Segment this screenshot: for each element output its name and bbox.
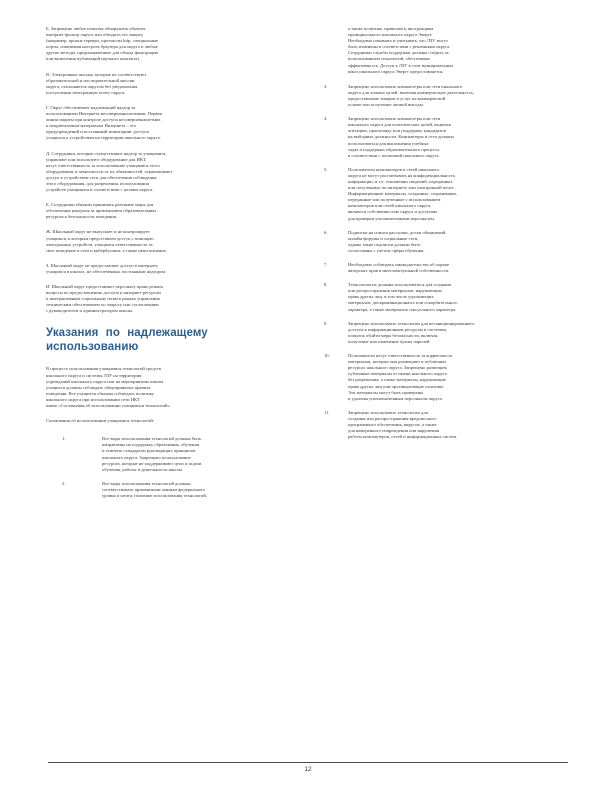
list-item-text: Запрещено использовать технологии для создания или распространения вредоносного программного обеспечения, вирусов, а также для намеренного повреждения или нарушения работы компьютеров, сетей и информационных систем.: [348, 409, 458, 440]
section-intro: В процессе использования учащимися технологий средств школьного округа и системы ЛЗУ на территории учреждений школьного округа или на мероприятиях школы учащиеся должны соблюдать общепринятые правила поведения. Все учащиеся обязаны соблюдать политику школьного округа при использовании сети ИКТ иначе «Соглашения об использовании учащимися технологий».: [46, 366, 171, 409]
left-column: [46, 26, 280, 507]
paragraph-z: З. Школьный округ не предоставляет доступ к интернету учащимся в школах, не обеспеченных постоянным надзором.: [46, 262, 167, 274]
list-item: [324, 410, 576, 440]
list-item: [324, 282, 576, 312]
footer-divider: [48, 762, 568, 763]
list-item-number: 6.: [324, 229, 328, 235]
list-item-number: 8.: [324, 282, 328, 288]
list-item-number: 9.: [324, 320, 328, 326]
list-item: [324, 353, 576, 402]
list-item-text: Запрещено использовать технологии для несанкционированного доступа к информационным ресурсам и системам, попыток обойти меры безопасности, включая получение или изменение чужих паролей.: [348, 320, 475, 344]
list-item-number: 7.: [324, 262, 328, 267]
paragraph-b: Б. Запрещено любое попытка обнаружить объекты интернет-фильтр округа или обходить его защиту (например, прокси-сервера, протоколы http, специальные порты, изменения настроек браузера для округа и любые другие методы, предназначенные для обхода фильтрации или включения публикаций научного контента).: [46, 26, 159, 62]
paragraph-v: В. Электронные письма, которые не соответствуют образовательной и последовательной миссии округа, отклоняются округом без уведомления поступления электронную почту округа.: [46, 71, 147, 95]
list-item: [324, 230, 576, 254]
list-item-number: 10.: [324, 353, 330, 359]
section-heading: Указания по надлежащему использованию: [46, 327, 208, 354]
list-item: [46, 436, 280, 473]
list-item-number: 4.: [324, 116, 328, 122]
list-item-text: Пользователи компьютеров и сетей школьного округа не могут рассчитывать на конфиденциальность информации, в т.ч. отношении сведений, переданных или полученных по интернету или электронной почте. Информационные материалы, созданные, сохраненные, переданные или полученные с использованием компьютеров или сетей школьного округа, являются собственностью округа и доступны для проверки уполномоченным персоналом.: [348, 166, 458, 221]
list-item-number: 2.: [62, 480, 66, 486]
paragraph-d: Д. Сотрудники, которые осуществляют надзор за учащимися, управляют или используют оборудование для ИКТ, несут ответственность за использование учащимися этого оборудования, в зависимости от их обязанностей, ограничивают доступ к устройствам сети для обеспечения соблюдения этого оборудования, для разрешения, использования устройств учащимися в соответствии с целями округа.: [46, 150, 173, 193]
list-item: [46, 481, 280, 499]
paragraph-zh: Ж. Школьный округ не выпускает и не контролирует учащимся, к которым предоставлен доступ с помощью электронных устройств, учащимся ответственность за свое поведение в сети и кибербуллинг, а также неисполнение.: [46, 229, 167, 253]
list-item: [324, 321, 576, 345]
list-item-text: Технологии не должны использоваться для создания или распространения материалов, нарушающих права других лиц, в том числе угрожающих материалов, дискриминационного или оскорбительного характера, а также материалов сексуального характера.: [348, 282, 458, 312]
list-item: [324, 262, 576, 274]
paragraph-e: Е. Сотрудники обязаны принимать разумные меры для обеспечения контроля за применением образовательных ресурсов к безопасности поведения.: [46, 202, 157, 220]
list-title: Соглашения об использовании учащимися технологий:: [46, 418, 155, 424]
list-item-number: 1.: [62, 436, 66, 442]
list-item-text: Все виды использования технологий должны соответствовать применимым законам федерального уровня и штата, политике использования технологий,: [102, 480, 208, 498]
list-item-text: Запрещено использовать компьютеры или сети школьного округа для личных целей, включая коммерческую деятельность, предоставление товаров и услуг на коммерческой основе или получение личной выгоды.: [348, 83, 475, 108]
paragraph-i: И. Школьный округ предоставляет персоналу право решать вопросы по предоставлению доступа к интернет-ресурсам и интерактивным социальным сетям в рамках управления техническим обеспечением по запросу или согласованию с руководителем и администратором школы.: [46, 284, 164, 314]
list-item-number: 5.: [324, 166, 328, 172]
list-item: [324, 84, 576, 108]
list-item-text: Запрещено использовать компьютеры или сети школьного округа для политических целей, включая агитацию, пропаганду или поддержку кандидатов на выборные должности. Компьютеры и сети должны использоваться для выполнения учебных задач и поддержки образовательного процесса в соответствии с политикой школьного округа.: [348, 116, 454, 158]
continued-paragraph: а также политике, правилам и инструкциям муниципального школьного округа Эвергт. Необходимо понимать и учитывать, что ЛЗУ могут быть изменены в соответствии с решениями округа. Сотрудники службы поддержки должны следить за использованием технологий, обеспечивая эффективность. Доступ к ЛЗУ в сети муниципальных школ школьного округа Эвергт предоставляется.: [348, 26, 454, 74]
list-item-text: Необходимо соблюдать законодательство об охране авторских прав и интеллектуальной собственности.: [348, 262, 450, 274]
page-number: 12: [304, 766, 312, 773]
list-item: [324, 167, 576, 222]
list-item-text: Подписки на списки рассылки, доски объявлений, онлайн-форумы и социальные сети, однако такие подписки должны быть согласованы с учетом сферы обучения.: [348, 229, 447, 253]
paragraph-g: Г. Округ обеспечивает надлежащий надзор за использованием Интернета несовершеннолетними. Первая линия защиты при контроле доступа несовершеннолетних к неприемлемым материалам Интернета – это предупреждений и постоянный мониторинг доступа учащихся к устройствам на территории школьного округа.: [46, 104, 162, 141]
list-item-text: Пользователи несут ответственность за корректность материалов, которые они размещают в публичных ресурсах школьного округа. Запрещено размещать публичные материалы от имени школьного округа без разрешения, а также материалы, нарушающие права других лиц или противоречащие политике. Эти материалы могут быть проверены и удалены уполномоченным персоналом округа.: [348, 353, 453, 401]
list-item-number: 3.: [324, 83, 328, 89]
list-item: [324, 116, 576, 159]
list-item-text: Все виды использования технологий должны быть направлены на поддержку образования, обучения и отвечать стандартам руководящих принципов школьного округа. Запрещено использование ресурсов, которые не поддерживают цели и задачи обучения, работы и деятельности школы.: [102, 436, 202, 472]
right-column: [324, 26, 576, 448]
list-item-number: 11.: [324, 409, 330, 415]
